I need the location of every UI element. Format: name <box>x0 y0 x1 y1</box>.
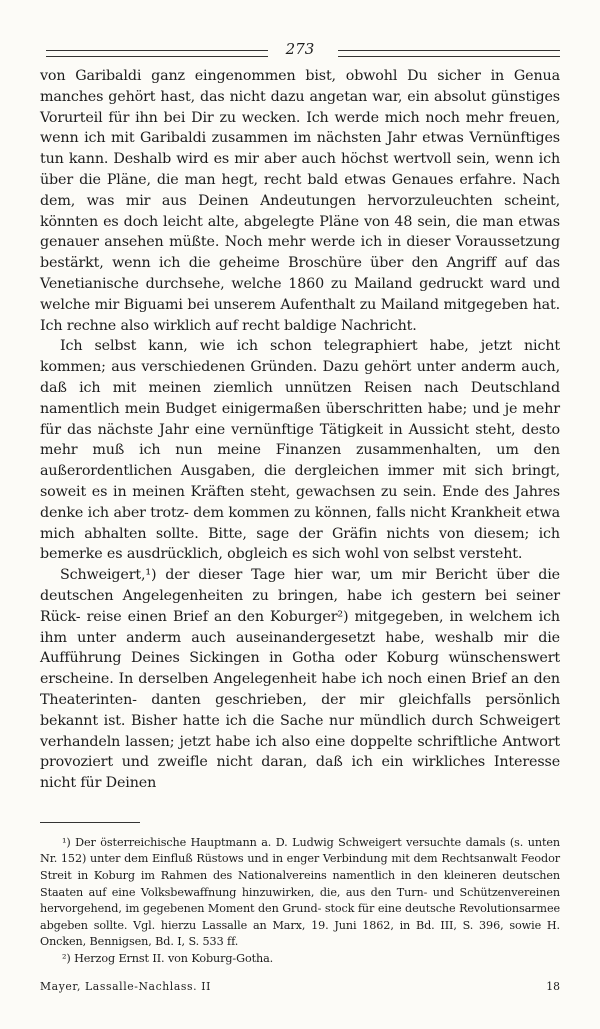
text-line: über die Pläne, die man hegt, recht bald etwas Genaues erfahre. Nach <box>40 171 560 188</box>
text-line: Vorurteil für ihn bei Dir zu wecken. Ich werde mich noch mehr freuen, <box>40 109 560 126</box>
signature-mark: Mayer, Lassalle-Nachlass. II <box>40 979 211 993</box>
text-line: dem, was mir aus Deinen Andeutungen hervorzuleuchten scheint, <box>40 192 560 209</box>
text-line: Venetianische durchsehe, welche 1860 zu Mailand gedruckt ward und <box>40 275 560 292</box>
text-line: manches gehört hast, das nicht dazu angetan war, ein absolut günstiges <box>40 88 560 105</box>
text-line: zweifle nicht daran, daß ich ein wirkliches Interesse nicht für Deinen <box>40 754 560 792</box>
text-line: deutschen Angelegenheiten zu bringen, habe ich gestern bei seiner Rück- <box>40 587 560 625</box>
text-line: mit meinen ziemlich unnützen Reisen nach Deutschland namentlich <box>40 379 560 417</box>
text-line: welche mir Biguami bei unserem Aufenthalt zu Mailand mitgegeben <box>40 296 528 313</box>
text-line: bestärkt, wenn ich die geheime Broschüre über den Angriff auf das <box>40 255 560 272</box>
footnotes <box>40 835 560 968</box>
text-line: Deines Sickingen in Gotha oder Koburg wünschenswert erscheine. In <box>40 650 560 688</box>
text-line: danten geschrieben, der mir gleichfalls persönlich bekannt ist. Bisher <box>40 691 560 729</box>
paragraph <box>40 336 560 565</box>
text-line: obgleich es sich wohl von selbst versteht. <box>227 546 523 563</box>
text-line: unter anderm auch auseinandergesetzt habe, weshalb mir die Aufführung <box>40 629 560 667</box>
paragraph <box>40 66 560 336</box>
text-line: Bitte, sage der Gräfin nichts von diesem; ich bemerke es ausdrücklich, <box>40 525 560 563</box>
text-line: könnten es doch leicht alte, abgelegte Pläne von 48 sein, die man etwas <box>40 213 560 230</box>
footnote-line: (s. unten Nr. 152) unter dem Einfluß Rüstows und in enger Verbindung mit dem <box>40 835 560 866</box>
page-header <box>40 40 560 66</box>
text-line: Ausgaben, die dergleichen immer mit sich bringt, soweit es in meinen <box>40 463 560 500</box>
text-line: hatte ich die Sache nur mündlich durch Schweigert verhandeln lassen; <box>40 712 560 750</box>
footnote-line: Rechtsanwalt Feodor Streit in Koburg im Rahmen des Nationalvereins namentlich <box>40 852 560 883</box>
footnote-line: den Turn- und Schützenvereinen hervorgehend, im gegebenen Moment den Grund- <box>40 885 560 916</box>
footnote-line: ²) Herzog Ernst II. von Koburg-Gotha. <box>62 952 274 966</box>
footnote-separator <box>40 822 140 823</box>
book-page <box>40 40 560 993</box>
text-line: wenn ich mit Garibaldi zusammen im nächsten Jahr etwas Vernünftiges <box>40 130 560 147</box>
text-line: mein Budget einigermaßen überschritten habe; und je mehr für das <box>40 400 560 438</box>
header-rule-right <box>338 50 560 57</box>
footnote-line: stock für eine deutsche Revolutionsarmee abgeben sollte. Vgl. hierzu Lassalle an <box>40 902 560 932</box>
text-line: reise einen Brief an den Koburger²) mitgegeben, in welchem ich ihm <box>40 608 560 646</box>
text-line: dem kommen zu können, falls nicht Krankheit etwa mich abhalten sollte. <box>40 504 560 542</box>
footnote-1 <box>40 835 560 951</box>
page-footer <box>40 980 560 993</box>
text-line: muß ich nun meine Finanzen zusammenhalten, um den außerordentlichen <box>40 442 560 480</box>
text-line: nächste Jahr eine vernünftige Tätigkeit in Aussicht steht, desto mehr <box>40 421 560 459</box>
footnote-line: in den kleineren deutschen Staaten auf eine Volksbewaffnung hinzuwirken, die, aus <box>40 869 560 899</box>
footnote-2 <box>40 951 560 968</box>
text-line: Schweigert,¹) der dieser Tage hier war, um mir Bericht über die <box>60 567 560 584</box>
footnote-line: Marx, 19. Juni 1862, in Bd. III, S. 396, sowie H. Oncken, Bennigsen, Bd. I, S. 533 ff. <box>40 918 561 949</box>
text-line: hat. Ich rechne also wirklich auf recht baldige Nachricht. <box>40 296 560 334</box>
text-line: jetzt habe ich also eine doppelte schriftliche Antwort provoziert und <box>40 733 561 771</box>
text-line: aus verschiedenen Gründen. Dazu gehört unter anderm auch, daß ich <box>40 359 560 396</box>
paragraph <box>40 565 560 794</box>
text-line: Kräften steht, gewachsen zu sein. Ende des Jahres denke ich aber trotz- <box>40 483 560 521</box>
text-line: von Garibaldi ganz eingenommen bist, obwohl Du sicher in Genua <box>40 68 560 84</box>
text-line: genauer ansehen müßte. Noch mehr werde ich in dieser Voraussetzung <box>40 234 560 251</box>
page-number: 273 <box>285 40 315 58</box>
text-line: tun kann. Deshalb wird es mir aber auch höchst wertvoll sein, wenn ich <box>40 151 560 168</box>
text-line: Ich selbst kann, wie ich schon telegraphiert habe, jetzt nicht kommen; <box>40 338 560 376</box>
footnote-line: ¹) Der österreichische Hauptmann a. D. Ludwig Schweigert versuchte damals <box>62 835 506 849</box>
body-text <box>40 66 560 794</box>
text-line: derselben Angelegenheit habe ich noch einen Brief an den Theaterinten- <box>40 671 560 708</box>
sheet-number: 18 <box>546 979 560 993</box>
